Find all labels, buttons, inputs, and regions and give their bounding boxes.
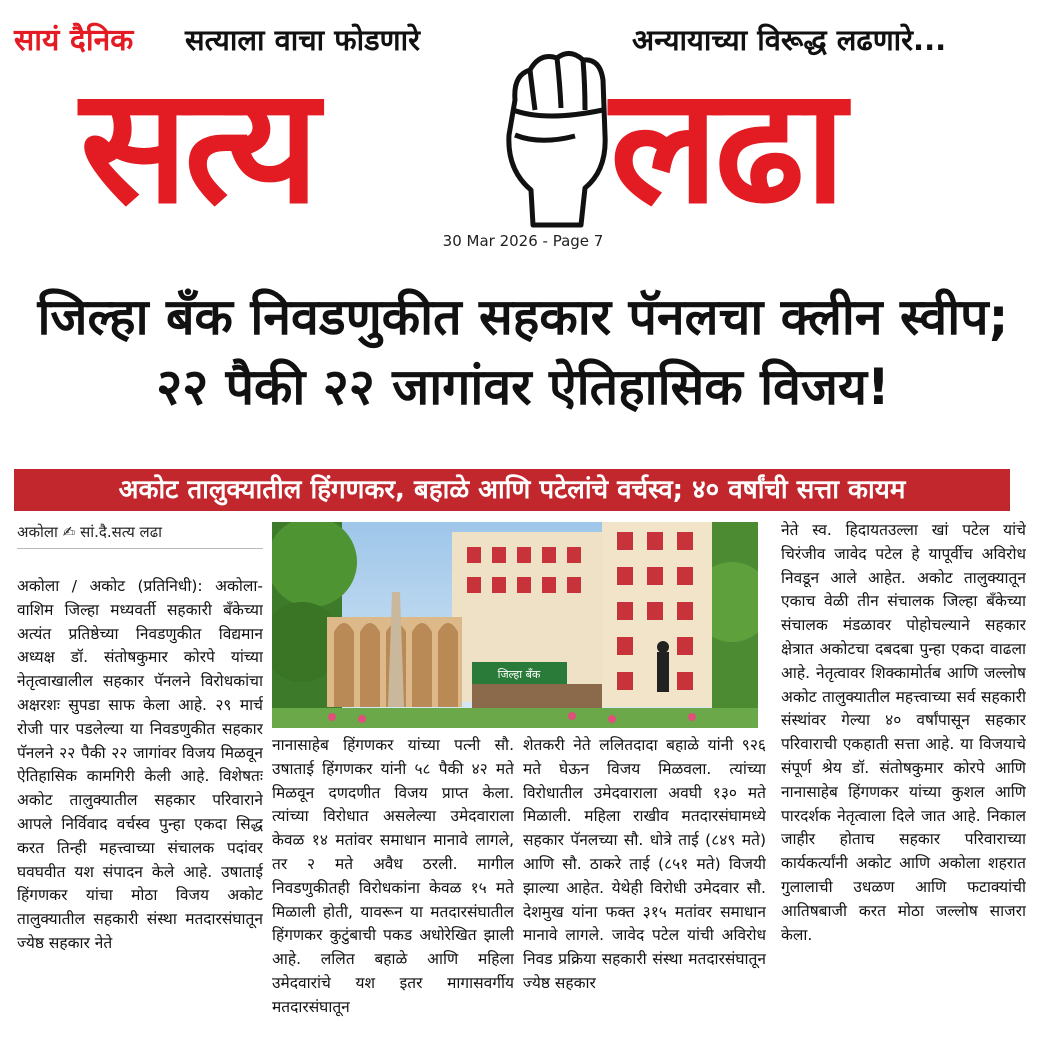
tagline-justice: अन्यायाच्या विरूद्ध लढणारे...	[632, 23, 947, 57]
article-headline: जिल्हा बँक निवडणुकीत सहकार पॅनलचा क्लीन स्वीप; २२ पैकी २२ जागांवर ऐतिहासिक विजय!	[37, 288, 1009, 416]
article-column-2: नानासाहेब हिंगणकर यांच्या पत्नी सौ. उषाताई हिंगणकर यांनी ५८ पैकी ४२ मते मिळवून दणदणीत विजय प्राप्त केला. त्यांच्या विरोधात असलेल्या उमेदवाराला केवळ १४ मतांवर समाधान मानावे लागले, तर २ मते अवैध ठरली. मागील निवडणुकीतही विरोधकांना केवळ १५ मते मिळाली होती, यावरून या मतदारसंघातील हिंगणकर कुटुंबाची पकड अधोरेखित झाली आहे. ललित बहाळे आणि महिला उमेदवारांचे यश इतर मागासवर्गीय मतदारसंघातून	[272, 736, 514, 1016]
pen-writing-icon: ✍	[62, 523, 76, 541]
article-column-3: शेतकरी नेते ललितदादा बहाळे यांनी ९२६ मते घेऊन विजय मिळवला. त्यांच्या विरोधातील उमेदवाराला अवघी १३० मते मिळाली. महिला राखीव मतदारसंघामध्ये सहकार पॅनलच्या सौ. धोत्रे ताई (८४९ मते) आणि सौ. ठाकरे ताई (८५१ मते) विजयी झाल्या आहेत. येथेही विरोधी उमेदवार सौ. देशमुख यांना फक्त ३१५ मतांवर समाधान मानावे लागले. जावेद पटेल यांची अविरोध निवड प्रक्रिया सहकारी संस्था मतदारसंघातून ज्येष्ठ सहकार	[523, 736, 766, 992]
tagline-truth: सत्याला वाचा फोडणारे	[185, 23, 420, 57]
bank-building-photo	[272, 522, 758, 728]
byline-source: सां.दै.सत्य लढा	[80, 523, 163, 541]
masthead-title-right: लढा	[610, 52, 843, 239]
article-subheadline: अकोट तालुक्यातील हिंगणकर, बहाळे आणि पटेलांचे वर्चस्व; ४० वर्षांची सत्ता कायम	[14, 469, 1010, 511]
article-column-4: नेते स्व. हिदायतउल्ला खां पटेल यांचे चिरंजीव जावेद पटेल हे यापूर्वीच अविरोध निवडून आले आहेत. अकोट तालुक्यातून एकाच वेळी तीन संचालक जिल्हा बँकेच्या संचालक मंडळावर पोहोचल्याने सहकार क्षेत्रात अकोटचा दबदबा पुन्हा एकदा वाढला आहे. नेतृत्वावर शिक्कामोर्तब आणि जल्लोष अकोट तालुक्यातील महत्त्वाच्या सर्व सहकारी संस्थांवर गेल्या ४० वर्षांपासून सहकार परिवाराची एकहाती सत्ता आहे. या विजयाचे संपूर्ण श्रेय डॉ. संतोषकुमार कोरपे आणि नानासाहेब हिंगणकर यांच्या कुशल आणि पारदर्शक नेतृत्वाला दिले जात आहे. निकाल जाहीर होताच सहकार परिवाराच्या कार्यकर्त्यांनी अकोट आणि अकोला शहरात गुलालाची उधळण आणि फटाक्यांची आतिषबाजी करत मोठा जल्लोष साजरा केला.	[781, 521, 1026, 944]
raised-fist-icon	[485, 40, 625, 230]
masthead-title-left: सत्य	[80, 52, 316, 239]
page-dateline: 30 Mar 2026 - Page 7	[442, 232, 604, 250]
tagline-evening-daily: सायं दैनिक	[14, 23, 134, 58]
byline	[17, 522, 263, 549]
article-column-1: अकोला / अकोट (प्रतिनिधी): अकोला-वाशिम जिल्हा मध्यवर्ती सहकारी बँकेच्या अत्यंत प्रतिष्ठेच्या निवडणुकीत विद्यमान अध्यक्ष डॉ. संतोषकुमार कोरपे यांच्या नेतृत्वाखालील सहकार पॅनलने विरोधकांचा अक्षरशः सुपडा साफ केला आहे. २९ मार्च रोजी पार पडलेल्या या निवडणुकीत सहकार पॅनलने २२ पैकी २२ जागांवर विजय मिळवून ऐतिहासिक कामगिरी केली आहे. विशेषतः अकोट तालुक्यातील सहकार परिवाराने आपले निर्विवाद वर्चस्व पुन्हा एकदा सिद्ध करत तिन्ही महत्त्वाच्या संचालक पदांवर घवघवीत यश संपादन केले आहे. उषाताई हिंगणकर यांचा मोठा विजय अकोट तालुक्यातील सहकारी संस्था मतदारसंघातून ज्येष्ठ सहकार नेते	[17, 577, 263, 952]
photo-sign-text: जिल्हा बँक	[497, 668, 541, 681]
byline-place: अकोला	[17, 523, 58, 541]
